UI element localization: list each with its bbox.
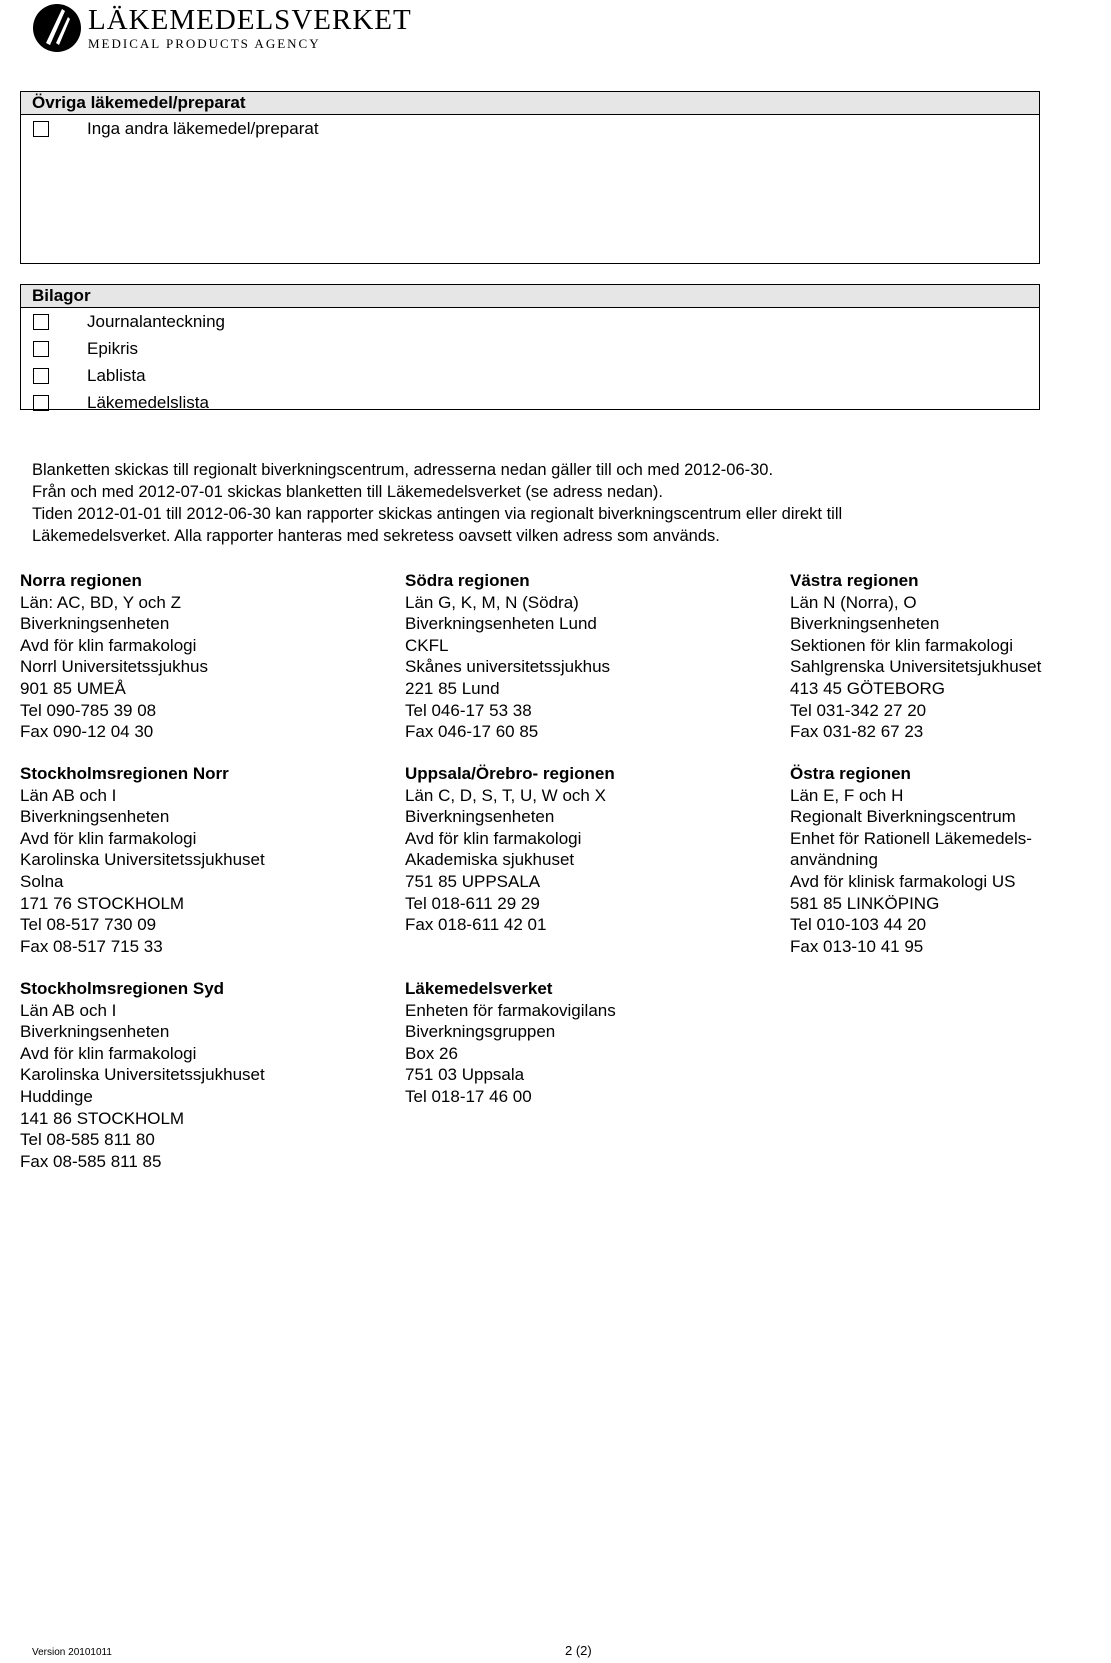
- address-title: Stockholmsregionen Syd: [20, 979, 225, 998]
- address-title: Norra regionen: [20, 571, 142, 590]
- checkbox-label: Lablista: [87, 365, 146, 385]
- address-line: Biverkningsenheten Lund: [405, 614, 597, 634]
- checkbox-row: [21, 389, 1039, 416]
- checkbox-label: Journalanteckning: [87, 311, 225, 331]
- address-title: Uppsala/Örebro- regionen: [405, 764, 615, 783]
- address-line: Tel 08-585 811 80: [20, 1130, 155, 1150]
- address-block-uppsala-orebro: [405, 763, 765, 936]
- info-line: Från och med 2012-07-01 skickas blanketten till Läkemedelsverket (se adress nedan).: [32, 483, 663, 501]
- address-block-stockholm-syd: [20, 978, 380, 1172]
- address-line: Karolinska Universitetssjukhuset: [20, 850, 265, 870]
- address-line: Tel 018-611 29 29: [405, 893, 540, 913]
- address-line: 751 85 UPPSALA: [405, 871, 541, 891]
- address-block-norra: [20, 570, 380, 743]
- page-number: 2 (2): [565, 1643, 592, 1658]
- version-label: Version 20101011: [32, 1647, 112, 1658]
- address-line: 141 86 STOCKHOLM: [20, 1108, 185, 1128]
- address-title: Östra regionen: [790, 764, 911, 783]
- address-line: 413 45 GÖTEBORG: [790, 678, 945, 698]
- address-line: Län N (Norra), O: [790, 592, 917, 612]
- address-line: Avd för klin farmakologi: [20, 1043, 197, 1063]
- address-line: Tel 031-342 27 20: [790, 700, 927, 720]
- address-line: Tel 090-785 39 08: [20, 700, 157, 720]
- address-title: Stockholmsregionen Norr: [20, 764, 229, 783]
- address-line: Län C, D, S, T, U, W och X: [405, 785, 606, 805]
- address-line: Biverkningsgruppen: [405, 1022, 556, 1042]
- address-title: Västra regionen: [790, 571, 919, 590]
- address-line: Skånes universitetssjukhus: [405, 657, 611, 677]
- address-block-sodra: [405, 570, 765, 743]
- address-line: Box 26: [405, 1043, 458, 1063]
- address-line: Fax 013-10 41 95: [790, 936, 924, 956]
- checkbox-row: [21, 308, 1039, 335]
- address-line: Län AB och I: [20, 785, 117, 805]
- address-line: användning: [790, 850, 878, 870]
- checkbox-row: [21, 362, 1039, 389]
- checkbox[interactable]: [33, 341, 49, 357]
- checkbox[interactable]: [33, 121, 49, 137]
- bilagor-section: [20, 284, 1040, 410]
- address-line: Län E, F och H: [790, 785, 904, 805]
- agency-logo: [32, 2, 412, 54]
- address-line: Avd för klin farmakologi: [20, 635, 197, 655]
- info-line: Tiden 2012-01-01 till 2012-06-30 kan rapporter skickas antingen via regionalt biverkningscentrum eller direkt till: [32, 505, 843, 523]
- ovriga-title: Övriga läkemedel/preparat: [21, 92, 1039, 115]
- address-line: Tel 046-17 53 38: [405, 700, 532, 720]
- address-block-ostra: [790, 763, 1111, 957]
- address-line: CKFL: [405, 635, 449, 655]
- address-line: 751 03 Uppsala: [405, 1065, 525, 1085]
- address-line: Avd för klin farmakologi: [405, 828, 582, 848]
- address-block-vastra: [790, 570, 1111, 743]
- agency-logo-icon: [32, 3, 82, 53]
- address-line: Sektionen för klin farmakologi: [790, 635, 1014, 655]
- address-line: Fax 08-517 715 33: [20, 936, 163, 956]
- address-line: Län: AC, BD, Y och Z: [20, 592, 181, 612]
- info-line: Blanketten skickas till regionalt biverkningscentrum, adresserna nedan gäller till och med 2012-06-30.: [32, 461, 774, 479]
- address-line: Biverkningsenheten: [20, 807, 170, 827]
- checkbox-label: Epikris: [87, 338, 139, 358]
- logo-subtitle: MEDICAL PRODUCTS AGENCY: [88, 36, 321, 51]
- address-line: Tel 018-17 46 00: [405, 1086, 532, 1106]
- info-paragraph: [32, 459, 1032, 547]
- address-line: Biverkningsenheten: [20, 1022, 170, 1042]
- checkbox-label: Inga andra läkemedel/preparat: [87, 118, 319, 138]
- address-line: Fax 090-12 04 30: [20, 722, 154, 742]
- checkbox-row: [21, 335, 1039, 362]
- address-block-lakemedelsverket: [405, 978, 765, 1108]
- address-line: Regionalt Biverkningscentrum: [790, 807, 1016, 827]
- address-line: Karolinska Universitetssjukhuset: [20, 1065, 265, 1085]
- address-line: Biverkningsenheten: [405, 807, 555, 827]
- address-line: Norrl Universitetssjukhus: [20, 657, 208, 677]
- checkbox-row: [21, 115, 1039, 142]
- address-title: Läkemedelsverket: [405, 979, 553, 998]
- address-line: Akademiska sjukhuset: [405, 850, 575, 870]
- address-line: Biverkningsenheten: [790, 614, 940, 634]
- address-title: Södra regionen: [405, 571, 530, 590]
- address-line: Sahlgrenska Universitetsjukhuset: [790, 657, 1042, 677]
- address-line: Fax 031-82 67 23: [790, 722, 924, 742]
- checkbox[interactable]: [33, 368, 49, 384]
- bilagor-title: Bilagor: [21, 285, 1039, 308]
- address-line: 171 76 STOCKHOLM: [20, 893, 185, 913]
- info-line: Läkemedelsverket. Alla rapporter hanteras med sekretess oavsett vilken adress som används.: [32, 527, 720, 545]
- address-line: 221 85 Lund: [405, 678, 500, 698]
- address-line: Tel 08-517 730 09: [20, 915, 157, 935]
- address-block-stockholm-norr: [20, 763, 380, 957]
- address-line: Tel 010-103 44 20: [790, 915, 927, 935]
- checkbox[interactable]: [33, 314, 49, 330]
- address-line: Län AB och I: [20, 1000, 117, 1020]
- address-line: Fax 08-585 811 85: [20, 1151, 162, 1171]
- address-line: Enhet för Rationell Läkemedels-: [790, 828, 1032, 848]
- address-line: Biverkningsenheten: [20, 614, 170, 634]
- checkbox[interactable]: [33, 395, 49, 411]
- logo-name: LÄKEMEDELSVERKET: [88, 4, 412, 36]
- address-line: Län G, K, M, N (Södra): [405, 592, 579, 612]
- address-line: Avd för klinisk farmakologi US: [790, 871, 1016, 891]
- address-line: Fax 018-611 42 01: [405, 915, 547, 935]
- ovriga-section: [20, 91, 1040, 264]
- address-line: Fax 046-17 60 85: [405, 722, 539, 742]
- address-line: Avd för klin farmakologi: [20, 828, 197, 848]
- address-line: Solna: [20, 871, 64, 891]
- checkbox-label: Läkemedelslista: [87, 392, 209, 412]
- address-line: 901 85 UMEÅ: [20, 678, 126, 698]
- address-line: Enheten för farmakovigilans: [405, 1000, 616, 1020]
- address-line: 581 85 LINKÖPING: [790, 893, 940, 913]
- address-line: Huddinge: [20, 1086, 93, 1106]
